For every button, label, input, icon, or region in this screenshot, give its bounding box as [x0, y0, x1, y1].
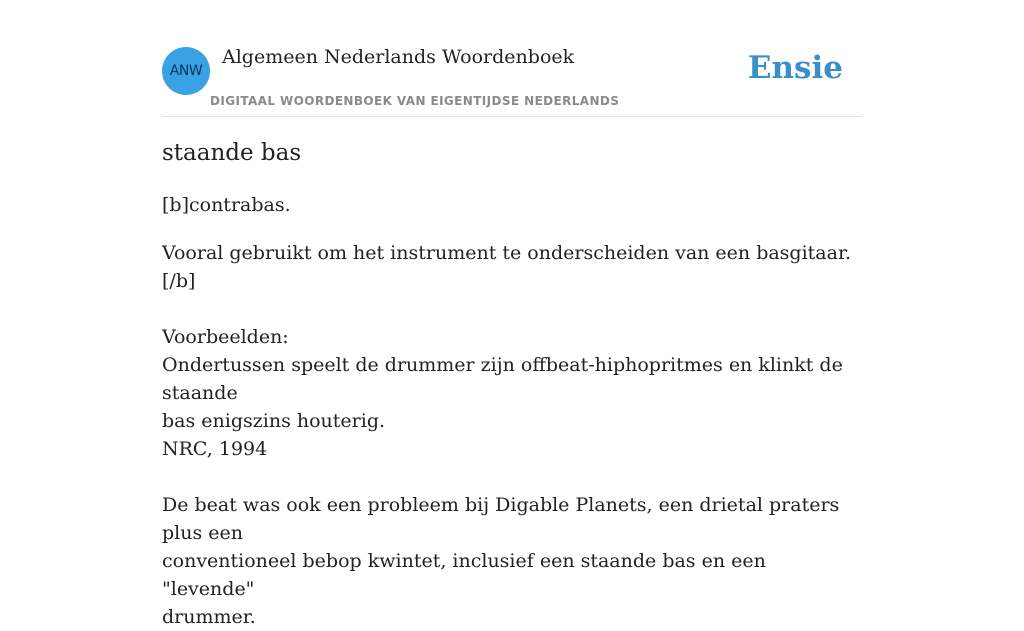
entry-title: staande bas	[162, 140, 302, 166]
spacer	[162, 463, 862, 491]
site-header	[162, 0, 862, 117]
ensie-brand-link[interactable]: Ensie	[747, 50, 843, 86]
entry-definition: [b]contrabas.	[162, 194, 291, 216]
example-1-line-2: bas enigszins houterig.	[162, 410, 386, 432]
example-1-line-1: Ondertussen speelt de drummer zijn offbeat-hiphopritmes en klinkt de staande	[162, 354, 843, 404]
example-2-line-1: De beat was ook een probleem bij Digable Planets, een drietal praters plus een	[162, 494, 840, 544]
logo-text: ANW	[169, 63, 203, 79]
examples-heading: Voorbeelden:	[162, 326, 289, 348]
example-2-line-2: conventioneel bebop kwintet, inclusief een staande bas en een "levende"	[162, 550, 766, 600]
site-title[interactable]: Algemeen Nederlands Woordenboek	[222, 46, 575, 68]
page-container	[162, 0, 862, 628]
anw-logo[interactable]	[162, 47, 210, 95]
spacer	[162, 295, 862, 323]
example-2-line-3: drummer.	[162, 606, 256, 628]
entry-body	[162, 239, 862, 631]
example-1-source: NRC, 1994	[162, 438, 268, 460]
entry-note: Vooral gebruikt om het instrument te onderscheiden van een basgitaar.[/b]	[162, 242, 852, 292]
site-subtitle: DIGITAAL WOORDENBOEK VAN EIGENTIJDSE NEDERLANDS	[210, 94, 620, 108]
